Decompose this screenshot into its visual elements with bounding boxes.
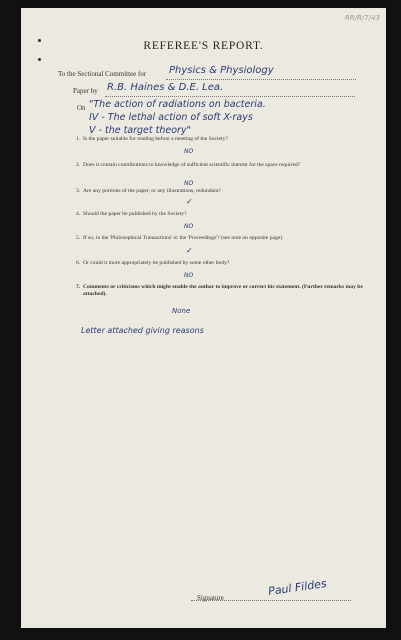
question-5: 5. If so, in the 'Philosophical Transactions' or the 'Proceedings'? (see note on opposite page). (76, 235, 284, 241)
paper-by-label: Paper by (73, 87, 98, 95)
signature-label: Signature (197, 594, 224, 602)
answer-7: None (172, 307, 191, 315)
question-1: 1. Is the paper suitable for reading before a meeting of the Society? (76, 136, 228, 142)
answer-1: NO (184, 148, 194, 155)
committee-underline (166, 79, 356, 80)
on-label: On (77, 104, 86, 112)
answer-6: NO (184, 272, 194, 279)
answer-4: NO (184, 223, 194, 230)
on-line-2: IV - The lethal action of soft X-rays (89, 112, 253, 123)
paper-by-underline (105, 96, 355, 97)
question-7: 7. Comments or criticisms which might enable the author to improve or correct his statement. (Further remarks may be attached). (76, 284, 363, 297)
paper-by-value: R.B. Haines & D.E. Lea. (107, 82, 224, 93)
on-line-3: V - the target theory" (89, 125, 191, 136)
on-line-1: "The action of radiations on bacteria. (89, 99, 266, 110)
question-3: 3. Are any portions of the paper, or any illustrations, redundant? (76, 188, 221, 194)
committee-value: Physics & Physiology (169, 65, 274, 76)
answer-5: ✓ (186, 246, 193, 255)
report-sheet (21, 8, 386, 628)
question-6: 6. Or could it more appropriately be published by some other body? (76, 260, 230, 266)
answer-3: ✓ (186, 197, 193, 206)
reference-number: RR/R/7/43 (344, 14, 380, 22)
answer-2: NO (184, 180, 194, 187)
remarks-text: Letter attached giving reasons (81, 326, 204, 335)
question-4: 4. Should the paper be published by the Society? (76, 211, 187, 217)
signature-line (191, 600, 351, 601)
punch-hole (38, 58, 41, 61)
committee-label: To the Sectional Committee for (58, 70, 147, 78)
page-title: REFEREE'S REPORT. (143, 40, 264, 52)
signature-value: Paul Fildes (267, 576, 328, 599)
question-2: 2. Does it contain contributions to knowledge of sufficient scientific interest for the space required? (76, 162, 301, 168)
